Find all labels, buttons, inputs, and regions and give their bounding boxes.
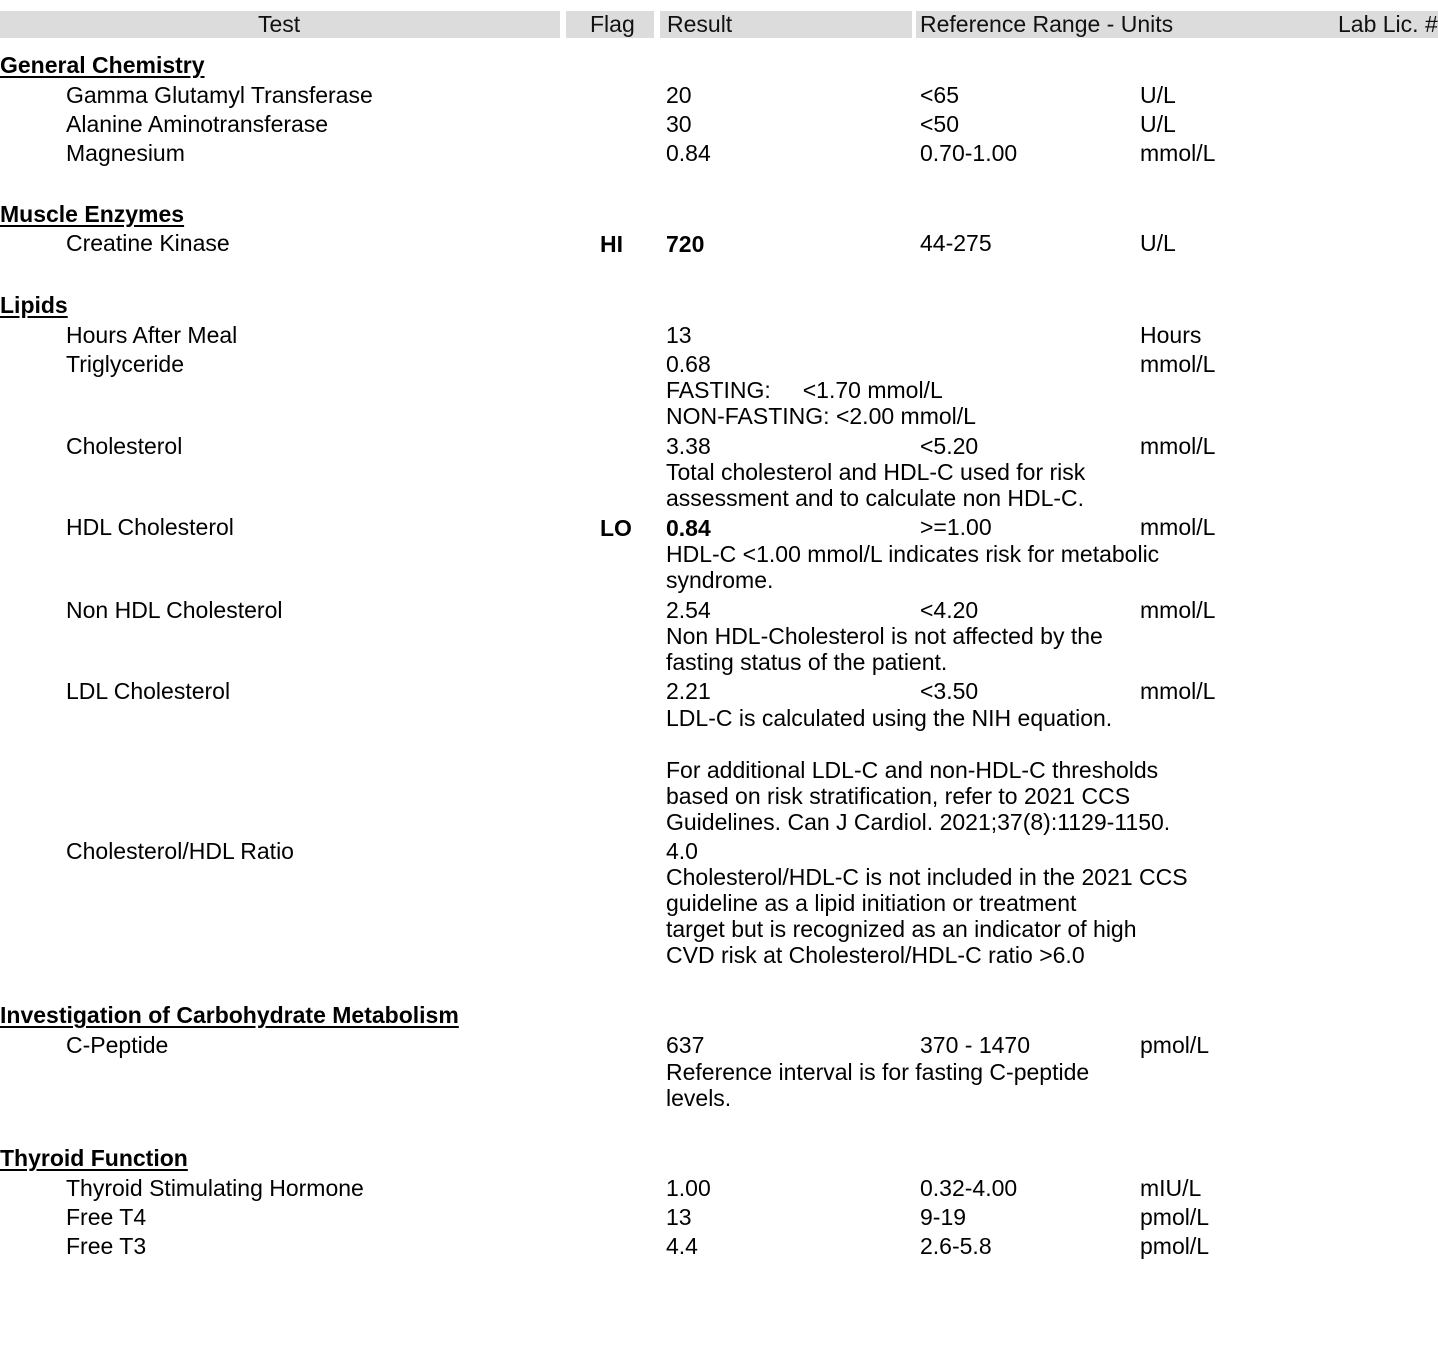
reference-range: 9-19 xyxy=(920,1204,967,1230)
test-name: LDL Cholesterol xyxy=(66,678,231,704)
units: pmol/L xyxy=(1140,1032,1210,1058)
result-value: 2.54 xyxy=(666,597,711,623)
test-name: Cholesterol/HDL Ratio xyxy=(66,838,294,864)
result-comment: Cholesterol/HDL-C is not included in the 2021 CCS guideline as a lipid initiation or treatment target but is recognized as an indicator of high CVD risk at Cholesterol/HDL-C ratio >6.0 xyxy=(666,864,1188,968)
test-name: Free T3 xyxy=(66,1233,147,1259)
units: pmol/L xyxy=(1140,1233,1210,1259)
test-name: Free T4 xyxy=(66,1204,147,1230)
column-header-lab-lic: Lab Lic. # xyxy=(1338,11,1438,37)
units: mmol/L xyxy=(1140,678,1216,704)
result-value: 13 xyxy=(666,322,692,348)
result-value: 637 xyxy=(666,1032,705,1058)
result-value: 0.84 xyxy=(666,515,711,541)
test-name: Alanine Aminotransferase xyxy=(66,111,329,137)
test-name: Triglyceride xyxy=(66,351,185,377)
units: U/L xyxy=(1140,230,1176,256)
test-name: Cholesterol xyxy=(66,433,183,459)
test-name: Non HDL Cholesterol xyxy=(66,597,283,623)
section-title-lipids: Lipids xyxy=(0,292,68,318)
units: mmol/L xyxy=(1140,597,1216,623)
column-header-reference-range: Reference Range - Units xyxy=(920,11,1174,37)
reference-range: 44-275 xyxy=(920,230,992,256)
result-comment: Total cholesterol and HDL-C used for risk assessment and to calculate non HDL-C. xyxy=(666,459,1086,511)
test-name: Hours After Meal xyxy=(66,322,238,348)
result-value: 4.0 xyxy=(666,838,698,864)
test-name: Magnesium xyxy=(66,140,185,166)
result-value: 1.00 xyxy=(666,1175,711,1201)
units: mmol/L xyxy=(1140,433,1216,459)
units: mmol/L xyxy=(1140,351,1216,377)
units: U/L xyxy=(1140,82,1176,108)
reference-range: 0.32-4.00 xyxy=(920,1175,1018,1201)
flag-high: HI xyxy=(600,231,623,257)
units: Hours xyxy=(1140,322,1202,348)
reference-range: <5.20 xyxy=(920,433,979,459)
result-value: 13 xyxy=(666,1204,692,1230)
reference-range: 2.6-5.8 xyxy=(920,1233,992,1259)
units: mIU/L xyxy=(1140,1175,1202,1201)
reference-range: 370 - 1470 xyxy=(920,1032,1030,1058)
result-comment: Reference interval is for fasting C-peptide levels. xyxy=(666,1059,1090,1111)
column-header-test: Test xyxy=(258,11,301,37)
reference-range: <3.50 xyxy=(920,678,979,704)
result-value: 3.38 xyxy=(666,433,711,459)
reference-range: <50 xyxy=(920,111,960,137)
test-name: Thyroid Stimulating Hormone xyxy=(66,1175,364,1201)
section-title-muscle-enzymes: Muscle Enzymes xyxy=(0,201,185,227)
test-name: Creatine Kinase xyxy=(66,230,230,256)
test-name: Gamma Glutamyl Transferase xyxy=(66,82,373,108)
test-name: HDL Cholesterol xyxy=(66,514,234,540)
result-value: 0.84 xyxy=(666,140,711,166)
result-comment: Non HDL-Cholesterol is not affected by the fasting status of the patient. xyxy=(666,623,1103,675)
result-value: 20 xyxy=(666,82,692,108)
units: mmol/L xyxy=(1140,140,1216,166)
units: pmol/L xyxy=(1140,1204,1210,1230)
reference-range: <65 xyxy=(920,82,960,108)
flag-low: LO xyxy=(600,515,632,541)
column-header-result: Result xyxy=(667,11,733,37)
reference-range: <4.20 xyxy=(920,597,979,623)
section-title-carbohydrate-metabolism: Investigation of Carbohydrate Metabolism xyxy=(0,1002,459,1028)
result-value: 0.68 xyxy=(666,351,711,377)
units: mmol/L xyxy=(1140,514,1216,540)
result-comment: FASTING: <1.70 mmol/L NON-FASTING: <2.00 mmol/L xyxy=(666,377,976,429)
result-value: 4.4 xyxy=(666,1233,698,1259)
units: U/L xyxy=(1140,111,1176,137)
result-value: 720 xyxy=(666,231,705,257)
reference-range: >=1.00 xyxy=(920,514,992,540)
result-value: 2.21 xyxy=(666,678,711,704)
result-value: 30 xyxy=(666,111,692,137)
section-title-thyroid-function: Thyroid Function xyxy=(0,1145,188,1171)
result-comment: HDL-C <1.00 mmol/L indicates risk for metabolic syndrome. xyxy=(666,541,1160,593)
reference-range: 0.70-1.00 xyxy=(920,140,1018,166)
test-name: C-Peptide xyxy=(66,1032,169,1058)
result-comment: LDL-C is calculated using the NIH equation. For additional LDL-C and non-HDL-C thresholds based on risk stratification, refer to 2021 CCS Guidelines. Can J Cardiol. 2021;37(8):1129-1150. xyxy=(666,705,1171,835)
section-title-general-chemistry: General Chemistry xyxy=(0,52,205,78)
column-header-flag: Flag xyxy=(590,11,635,37)
